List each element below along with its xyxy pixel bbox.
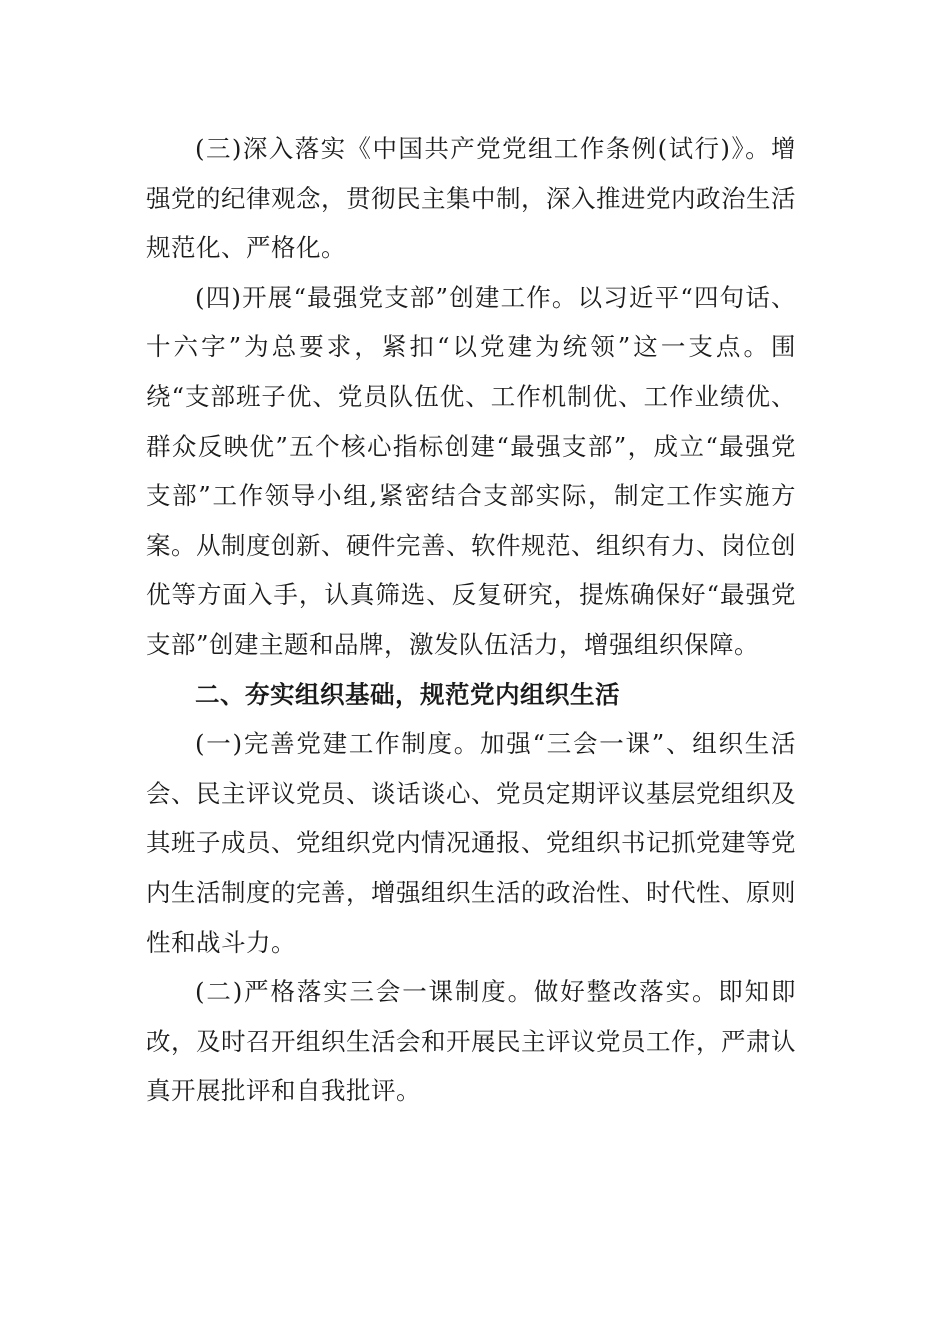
- paragraph-1-party-building-system: (一)完善党建工作制度。加强“三会一课”、组织生活会、民主评议党员、谈话谈心、党员定期评议基层党组织及其班子成员、党组织党内情况通报、党组织书记抓党建等党内生活制度的完善，增强组织生活的政治性、时代性、原则性和战斗力。: [146, 729, 796, 957]
- section-heading-2: 二、夯实组织基础，规范党内组织生活: [195, 679, 620, 709]
- paragraph-2-three-meetings-system: (二)严格落实三会一课制度。做好整改落实。即知即改，及时召开组织生活会和开展民主评议党员工作，严肃认真开展批评和自我批评。: [146, 977, 796, 1106]
- document-page: [146, 124, 796, 1116]
- paragraph-4-strongest-branch: (四)开展“最强党支部”创建工作。以习近平“四句话、十六字”为总要求，紧扣“以党建为统领”这一支点。围绕“支部班子优、党员队伍优、工作机制优、工作业绩优、群众反映优”五个核心指标创建“最强支部”，成立“最强党支部”工作领导小组,紧密结合支部实际，制定工作实施方案。从制度创新、硬件完善、软件规范、组织有力、岗位创优等方面入手，认真筛选、反复研究，提炼确保好“最强党支部”创建主题和品牌，激发队伍活力，增强组织保障。: [146, 282, 796, 659]
- paragraph-3-party-group-regulations: (三)深入落实《中国共产党党组工作条例(试行)》。增强党的纪律观念，贯彻民主集中制，深入推进党内政治生活规范化、严格化。: [146, 134, 796, 263]
